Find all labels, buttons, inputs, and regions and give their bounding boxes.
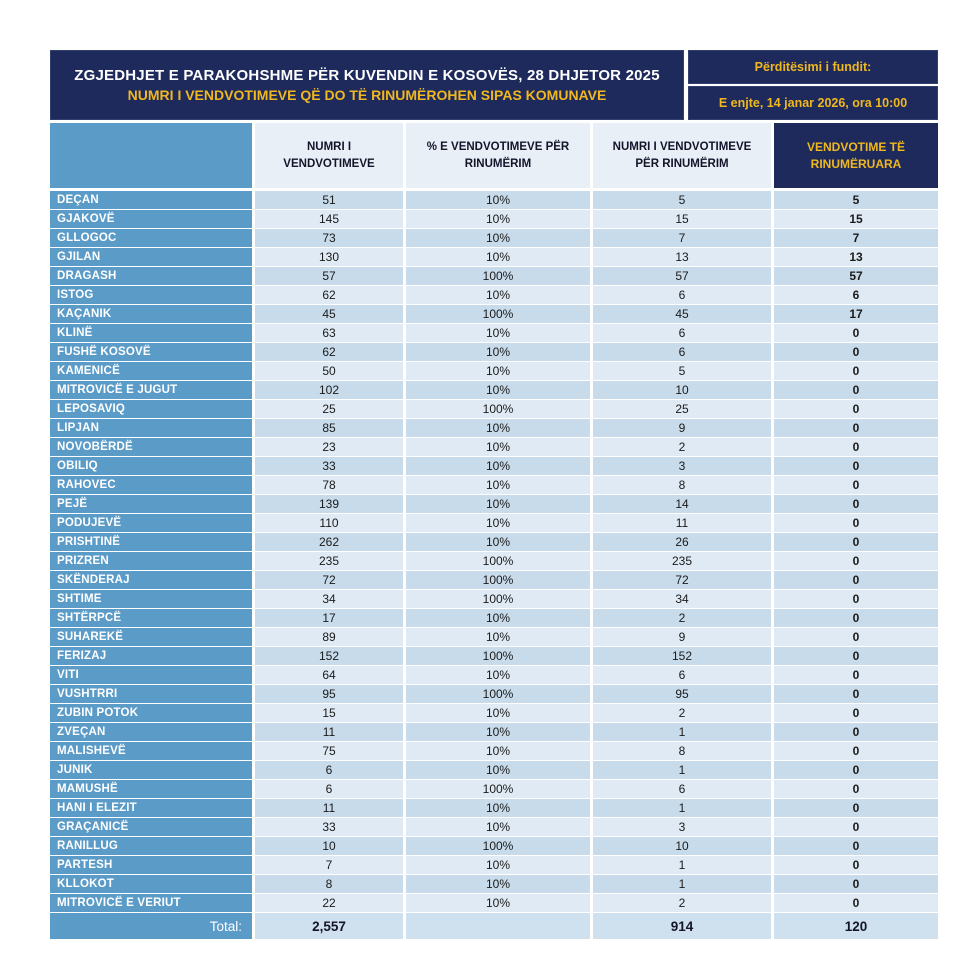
pct-recount-value: 10% — [406, 723, 590, 741]
table-column-headers — [50, 123, 938, 188]
table-row — [50, 419, 938, 437]
municipality-name: FERIZAJ — [50, 647, 252, 665]
pct-recount-value: 10% — [406, 229, 590, 247]
report-title-block — [50, 50, 684, 120]
municipality-name: SHTIME — [50, 590, 252, 608]
municipality-name: KLLOKOT — [50, 875, 252, 893]
stations-recount-value: 235 — [593, 552, 771, 570]
total-stations-value: 64 — [255, 666, 403, 684]
total-stations-value: 25 — [255, 400, 403, 418]
table-row — [50, 305, 938, 323]
municipality-name: KLINË — [50, 324, 252, 342]
total-stations-value: 78 — [255, 476, 403, 494]
stations-recount-value: 2 — [593, 438, 771, 456]
total-stations-value: 145 — [255, 210, 403, 228]
stations-recount-value: 10 — [593, 381, 771, 399]
recounted-value: 0 — [774, 400, 938, 418]
table-row — [50, 571, 938, 589]
pct-recount-value: 10% — [406, 761, 590, 779]
recounted-value: 0 — [774, 666, 938, 684]
recounted-value: 0 — [774, 609, 938, 627]
stations-recount-value: 5 — [593, 191, 771, 209]
recounted-value: 0 — [774, 837, 938, 855]
stations-recount-value: 6 — [593, 780, 771, 798]
table-row — [50, 894, 938, 912]
stations-recount-value: 45 — [593, 305, 771, 323]
total-stations-value: 75 — [255, 742, 403, 760]
pct-recount-value: 10% — [406, 799, 590, 817]
total-stations-value: 110 — [255, 514, 403, 532]
stations-recount-value: 8 — [593, 742, 771, 760]
stations-recount-value: 3 — [593, 457, 771, 475]
pct-recount-value: 10% — [406, 742, 590, 760]
recounted-value: 0 — [774, 856, 938, 874]
total-stations-value: 11 — [255, 723, 403, 741]
table-row — [50, 742, 938, 760]
pct-recount-value: 10% — [406, 609, 590, 627]
municipality-name: PARTESH — [50, 856, 252, 874]
recounted-value: 0 — [774, 761, 938, 779]
municipality-name: DRAGASH — [50, 267, 252, 285]
table-row — [50, 647, 938, 665]
table-row — [50, 457, 938, 475]
recounted-value: 0 — [774, 476, 938, 494]
stations-recount-value: 8 — [593, 476, 771, 494]
total-stations-value: 6 — [255, 761, 403, 779]
pct-recount-value: 10% — [406, 210, 590, 228]
municipality-name: SKËNDERAJ — [50, 571, 252, 589]
recounted-value: 17 — [774, 305, 938, 323]
recounted-value: 5 — [774, 191, 938, 209]
municipality-name: MITROVICË E VERIUT — [50, 894, 252, 912]
municipality-name: GJILAN — [50, 248, 252, 266]
municipality-name: NOVOBËRDË — [50, 438, 252, 456]
municipality-name: ZUBIN POTOK — [50, 704, 252, 722]
pct-recount-value: 100% — [406, 571, 590, 589]
municipality-name: GLLOGOC — [50, 229, 252, 247]
table-row — [50, 609, 938, 627]
column-header-stations-recount: NUMRI I VENDVOTIMEVE PËR RINUMËRIM — [593, 123, 771, 188]
total-stations-sum: 2,557 — [255, 913, 403, 939]
municipality-name: RAHOVEC — [50, 476, 252, 494]
total-stations-value: 22 — [255, 894, 403, 912]
stations-recount-value: 13 — [593, 248, 771, 266]
total-stations-value: 89 — [255, 628, 403, 646]
report-title: ZGJEDHJET E PARAKOHSHME PËR KUVENDIN E KOSOVËS, 28 DHJETOR 2025 — [74, 66, 660, 84]
total-stations-value: 8 — [255, 875, 403, 893]
stations-recount-value: 26 — [593, 533, 771, 551]
recounted-value: 0 — [774, 723, 938, 741]
total-stations-value: 57 — [255, 267, 403, 285]
municipality-name: HANI I ELEZIT — [50, 799, 252, 817]
table-row — [50, 590, 938, 608]
recounted-value: 0 — [774, 894, 938, 912]
municipality-name: VITI — [50, 666, 252, 684]
municipality-name: GRAÇANICË — [50, 818, 252, 836]
stations-recount-value: 57 — [593, 267, 771, 285]
pct-recount-value: 10% — [406, 704, 590, 722]
total-stations-value: 6 — [255, 780, 403, 798]
table-row — [50, 400, 938, 418]
stations-recount-value: 6 — [593, 286, 771, 304]
recounted-value: 0 — [774, 343, 938, 361]
total-stations-value: 23 — [255, 438, 403, 456]
pct-recount-value: 10% — [406, 324, 590, 342]
municipality-name: SHTËRPCË — [50, 609, 252, 627]
table-row — [50, 210, 938, 228]
table-row — [50, 229, 938, 247]
column-header-recounted: VENDVOTIME TË RINUMËRUARA — [774, 123, 938, 188]
stations-recount-value: 1 — [593, 761, 771, 779]
recounted-value: 0 — [774, 552, 938, 570]
total-stations-value: 63 — [255, 324, 403, 342]
total-recounted-sum: 120 — [774, 913, 938, 939]
table-row — [50, 533, 938, 551]
municipality-name: MITROVICË E JUGUT — [50, 381, 252, 399]
recounted-value: 0 — [774, 362, 938, 380]
stations-recount-value: 1 — [593, 875, 771, 893]
recounted-value: 13 — [774, 248, 938, 266]
pct-recount-value: 10% — [406, 666, 590, 684]
stations-recount-value: 1 — [593, 799, 771, 817]
table-rows — [50, 191, 938, 912]
total-stations-value: 33 — [255, 457, 403, 475]
total-stations-value: 10 — [255, 837, 403, 855]
total-stations-value: 17 — [255, 609, 403, 627]
pct-recount-value: 10% — [406, 362, 590, 380]
table-row — [50, 875, 938, 893]
total-stations-value: 33 — [255, 818, 403, 836]
column-header-total-stations: NUMRI I VENDVOTIMEVE — [255, 123, 403, 188]
pct-recount-value: 100% — [406, 837, 590, 855]
table-row — [50, 837, 938, 855]
table-row — [50, 267, 938, 285]
table-row — [50, 799, 938, 817]
municipality-name: RANILLUG — [50, 837, 252, 855]
table-row — [50, 362, 938, 380]
pct-recount-value: 10% — [406, 818, 590, 836]
total-stations-value: 62 — [255, 286, 403, 304]
recounted-value: 0 — [774, 381, 938, 399]
stations-recount-value: 6 — [593, 666, 771, 684]
stations-recount-value: 11 — [593, 514, 771, 532]
pct-recount-value: 10% — [406, 875, 590, 893]
recounted-value: 57 — [774, 267, 938, 285]
total-stations-value: 95 — [255, 685, 403, 703]
table-row — [50, 552, 938, 570]
report-header — [50, 50, 938, 120]
recounted-value: 0 — [774, 533, 938, 551]
municipality-name: ISTOG — [50, 286, 252, 304]
recounted-value: 0 — [774, 514, 938, 532]
pct-recount-value: 10% — [406, 286, 590, 304]
pct-recount-value: 10% — [406, 419, 590, 437]
stations-recount-value: 2 — [593, 894, 771, 912]
recounted-value: 0 — [774, 495, 938, 513]
stations-recount-value: 2 — [593, 609, 771, 627]
pct-recount-value: 10% — [406, 191, 590, 209]
table-row — [50, 438, 938, 456]
total-recount-sum: 914 — [593, 913, 771, 939]
table-row — [50, 856, 938, 874]
pct-recount-value: 10% — [406, 514, 590, 532]
municipality-name: LIPJAN — [50, 419, 252, 437]
municipality-name: KAMENICË — [50, 362, 252, 380]
pct-recount-value: 10% — [406, 438, 590, 456]
table-row — [50, 514, 938, 532]
pct-recount-value: 100% — [406, 267, 590, 285]
municipality-name: VUSHTRRI — [50, 685, 252, 703]
table-row — [50, 381, 938, 399]
recounted-value: 0 — [774, 647, 938, 665]
pct-recount-value: 10% — [406, 856, 590, 874]
table-row — [50, 818, 938, 836]
municipality-name: OBILIQ — [50, 457, 252, 475]
recounted-value: 6 — [774, 286, 938, 304]
stations-recount-value: 1 — [593, 723, 771, 741]
stations-recount-value: 34 — [593, 590, 771, 608]
table-row — [50, 248, 938, 266]
municipality-name: PRISHTINË — [50, 533, 252, 551]
stations-recount-value: 5 — [593, 362, 771, 380]
pct-recount-value: 100% — [406, 552, 590, 570]
pct-recount-value: 10% — [406, 381, 590, 399]
total-pct-cell — [406, 913, 590, 939]
pct-recount-value: 100% — [406, 780, 590, 798]
municipality-name: SUHAREKË — [50, 628, 252, 646]
municipality-name: GJAKOVË — [50, 210, 252, 228]
pct-recount-value: 10% — [406, 533, 590, 551]
stations-recount-value: 6 — [593, 343, 771, 361]
stations-recount-value: 10 — [593, 837, 771, 855]
last-update-value: E enjte, 14 janar 2026, ora 10:00 — [688, 86, 938, 120]
last-update-label: Përditësimi i fundit: — [688, 50, 938, 84]
stations-recount-value: 1 — [593, 856, 771, 874]
municipality-name: ZVEÇAN — [50, 723, 252, 741]
table-row — [50, 191, 938, 209]
total-stations-value: 130 — [255, 248, 403, 266]
pct-recount-value: 100% — [406, 590, 590, 608]
table-row — [50, 628, 938, 646]
total-stations-value: 51 — [255, 191, 403, 209]
total-stations-value: 235 — [255, 552, 403, 570]
total-stations-value: 85 — [255, 419, 403, 437]
recounted-value: 0 — [774, 419, 938, 437]
total-stations-value: 50 — [255, 362, 403, 380]
pct-recount-value: 10% — [406, 476, 590, 494]
total-stations-value: 7 — [255, 856, 403, 874]
recounted-value: 0 — [774, 571, 938, 589]
municipality-name: JUNIK — [50, 761, 252, 779]
recounted-value: 0 — [774, 818, 938, 836]
last-update-block — [688, 50, 938, 120]
pct-recount-value: 100% — [406, 305, 590, 323]
municipality-name: MALISHEVË — [50, 742, 252, 760]
recounted-value: 0 — [774, 590, 938, 608]
pct-recount-value: 10% — [406, 628, 590, 646]
pct-recount-value: 100% — [406, 647, 590, 665]
total-stations-value: 72 — [255, 571, 403, 589]
recounted-value: 7 — [774, 229, 938, 247]
total-stations-value: 152 — [255, 647, 403, 665]
total-stations-value: 62 — [255, 343, 403, 361]
recounted-value: 0 — [774, 742, 938, 760]
municipality-name: DEÇAN — [50, 191, 252, 209]
table-row — [50, 324, 938, 342]
stations-recount-value: 14 — [593, 495, 771, 513]
stations-recount-value: 72 — [593, 571, 771, 589]
stations-recount-value: 6 — [593, 324, 771, 342]
pct-recount-value: 10% — [406, 894, 590, 912]
total-row — [50, 913, 938, 939]
table-row — [50, 723, 938, 741]
table-row — [50, 685, 938, 703]
total-stations-value: 15 — [255, 704, 403, 722]
column-header-pct-recount: % E VENDVOTIMEVE PËR RINUMËRIM — [406, 123, 590, 188]
recounted-value: 0 — [774, 780, 938, 798]
table-row — [50, 343, 938, 361]
recounted-value: 0 — [774, 799, 938, 817]
total-stations-value: 73 — [255, 229, 403, 247]
recounted-value: 0 — [774, 704, 938, 722]
table-row — [50, 476, 938, 494]
table-row — [50, 704, 938, 722]
table-row — [50, 761, 938, 779]
stations-recount-value: 15 — [593, 210, 771, 228]
stations-recount-value: 7 — [593, 229, 771, 247]
stations-recount-value: 25 — [593, 400, 771, 418]
stations-recount-value: 95 — [593, 685, 771, 703]
recounted-value: 0 — [774, 324, 938, 342]
total-stations-value: 139 — [255, 495, 403, 513]
total-stations-value: 11 — [255, 799, 403, 817]
municipality-name: PRIZREN — [50, 552, 252, 570]
total-stations-value: 34 — [255, 590, 403, 608]
stations-recount-value: 3 — [593, 818, 771, 836]
table-row — [50, 286, 938, 304]
stations-recount-value: 152 — [593, 647, 771, 665]
stations-recount-value: 2 — [593, 704, 771, 722]
recounted-value: 0 — [774, 685, 938, 703]
pct-recount-value: 10% — [406, 495, 590, 513]
recounted-value: 15 — [774, 210, 938, 228]
recounted-value: 0 — [774, 875, 938, 893]
municipality-name: PODUJEVË — [50, 514, 252, 532]
municipality-name: FUSHË KOSOVË — [50, 343, 252, 361]
recounted-value: 0 — [774, 457, 938, 475]
recounted-value: 0 — [774, 438, 938, 456]
table-row — [50, 780, 938, 798]
municipality-name: MAMUSHË — [50, 780, 252, 798]
pct-recount-value: 10% — [406, 248, 590, 266]
pct-recount-value: 10% — [406, 343, 590, 361]
municipality-name: PEJË — [50, 495, 252, 513]
table-row — [50, 495, 938, 513]
pct-recount-value: 100% — [406, 685, 590, 703]
column-header-municipality — [50, 123, 252, 188]
total-stations-value: 262 — [255, 533, 403, 551]
municipality-name: KAÇANIK — [50, 305, 252, 323]
total-stations-value: 45 — [255, 305, 403, 323]
pct-recount-value: 100% — [406, 400, 590, 418]
recount-report — [50, 50, 938, 939]
total-stations-value: 102 — [255, 381, 403, 399]
report-subtitle: NUMRI I VENDVOTIMEVE QË DO TË RINUMËROHEN SIPAS KOMUNAVE — [127, 87, 607, 104]
pct-recount-value: 10% — [406, 457, 590, 475]
recounted-value: 0 — [774, 628, 938, 646]
table-row — [50, 666, 938, 684]
stations-recount-value: 9 — [593, 419, 771, 437]
total-label: Total: — [50, 913, 252, 939]
stations-recount-value: 9 — [593, 628, 771, 646]
municipality-name: LEPOSAVIQ — [50, 400, 252, 418]
